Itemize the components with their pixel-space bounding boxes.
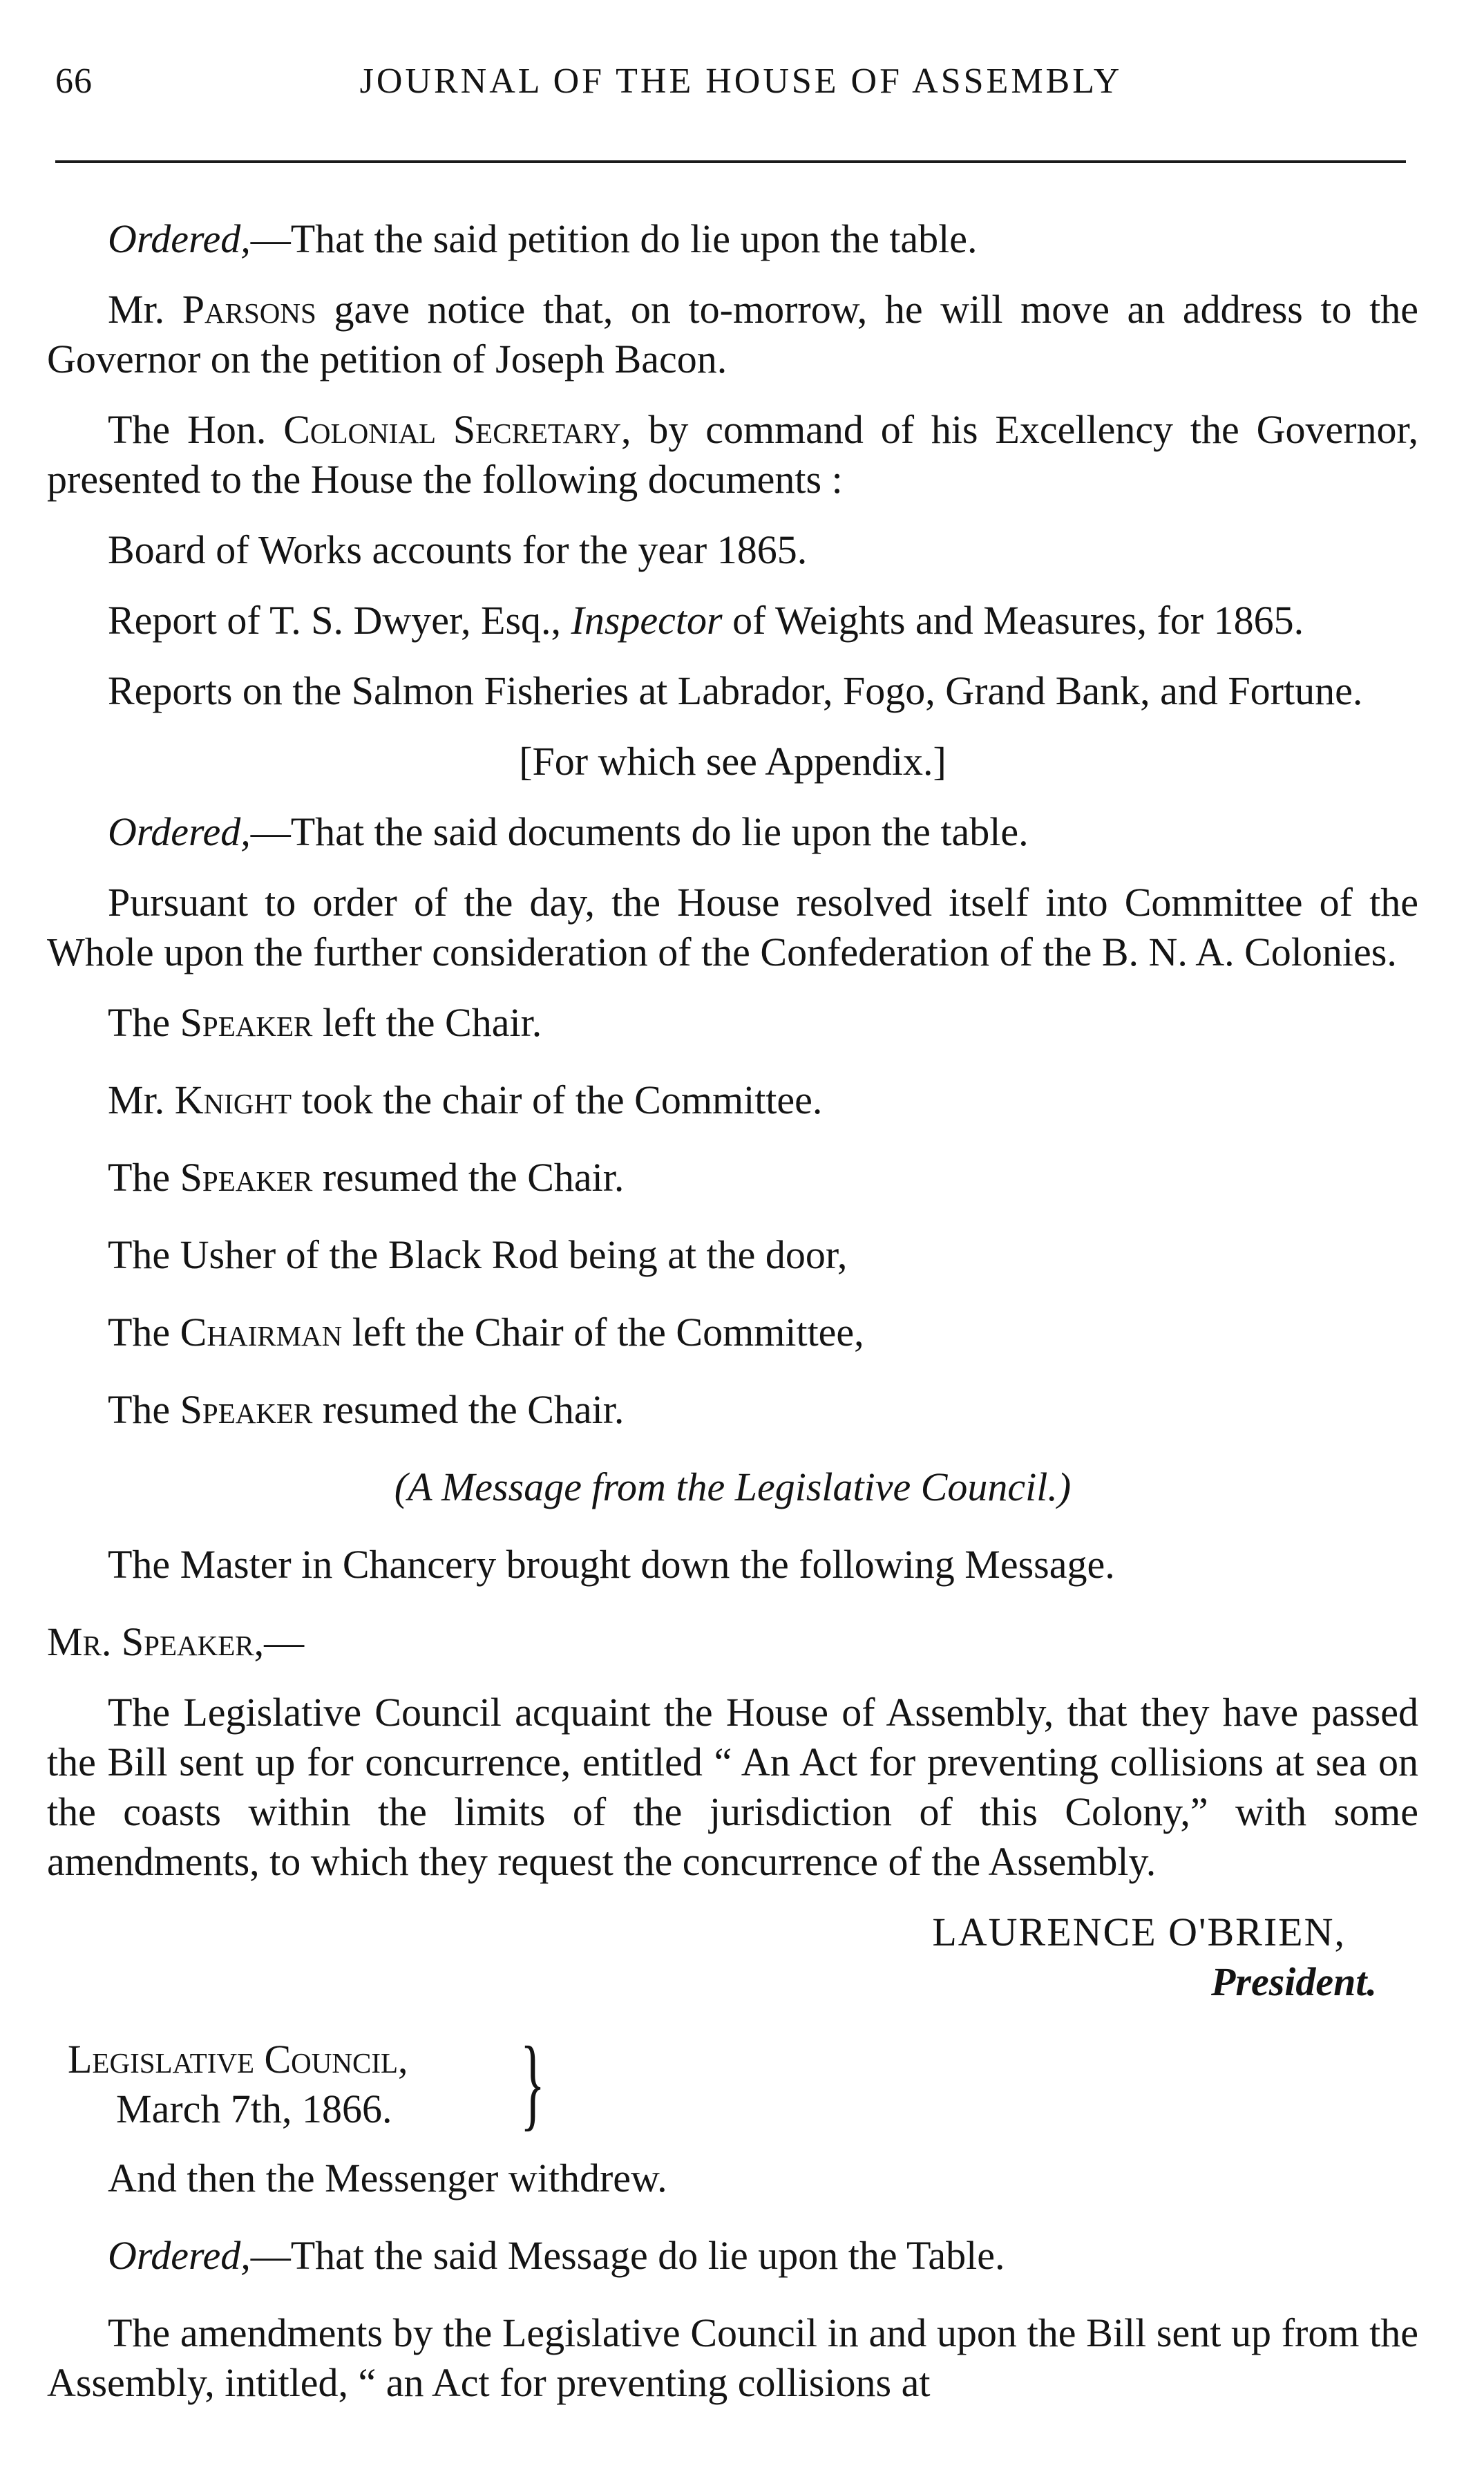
paragraph-knight-chair	[47, 1075, 1418, 1125]
paragraph-text: resumed the Chair.	[312, 1387, 625, 1432]
member-name: Speaker	[180, 1387, 313, 1432]
signatory-name: LAURENCE O'BRIEN,	[932, 1910, 1346, 1954]
appendix-note: [For which see Appendix.]	[519, 739, 946, 784]
paragraph-board-of-works: Board of Works accounts for the year 1865.	[108, 527, 808, 572]
paragraph-text: of Weights and Measures, for 1865.	[722, 598, 1304, 643]
paragraph-chairman-left	[47, 1308, 1418, 1357]
signatory-title: President.	[1210, 1959, 1377, 2004]
member-name: Speaker	[180, 1155, 313, 1200]
dateline-date: March 7th, 1866.	[116, 2086, 392, 2131]
page-header	[55, 61, 1427, 123]
paragraph-parsons-notice	[47, 285, 1418, 384]
paragraph-speaker-resumed-2	[47, 1385, 1418, 1435]
paragraph-ordered-petition	[47, 214, 1418, 264]
ordered-label: Ordered,	[108, 809, 251, 854]
paragraph-ordered-documents	[47, 807, 1418, 857]
paragraph-messenger-withdrew: And then the Messenger withdrew.	[108, 2156, 667, 2200]
italic-title: Inspector	[571, 598, 723, 643]
paragraph-text: resumed the Chair.	[312, 1155, 625, 1200]
paragraph-speaker-left	[47, 998, 1418, 1048]
dateline-council: Legislative Council,	[68, 2037, 408, 2082]
member-name: Colonial Secretary	[283, 407, 622, 452]
member-name: Parsons	[182, 287, 316, 332]
paragraph-text: , by command of his Excellency the Governor, presented to the House the following documents :	[47, 407, 1419, 502]
member-name: Speaker	[180, 1000, 313, 1045]
message-heading: (A Message from the Legislative Council.)	[394, 1464, 1072, 1509]
ordered-label: Ordered,	[108, 2233, 251, 2278]
paragraph-salmon-reports: Reports on the Salmon Fisheries at Labrador, Fogo, Grand Bank, and Fortune.	[108, 668, 1363, 713]
page-body	[47, 214, 1418, 2408]
brace-glyph: }	[520, 2026, 545, 2140]
member-name: Chairman	[180, 1310, 343, 1355]
paragraph-master-chancery: The Master in Chancery brought down the following Message.	[108, 1542, 1115, 1587]
paragraph-prefix: The	[108, 1000, 180, 1045]
paragraph-text: gave notice that, on to-morrow, he will move an address to the Governor on the petition of Joseph Bacon.	[47, 287, 1419, 381]
salutation: Mr. Speaker,—	[47, 1619, 305, 1664]
paragraph-speaker-resumed	[47, 1153, 1418, 1203]
dateline	[47, 2026, 1418, 2140]
paragraph-committee: Pursuant to order of the day, the House resolved itself into Committee of the Whole upon the further consideration of the Confederation of the B. N. A. Colonies.	[47, 880, 1418, 974]
header-rule	[55, 160, 1406, 163]
paragraph-prefix: Mr.	[108, 1077, 175, 1122]
paragraph-text: —That the said Message do lie upon the Table.	[250, 2233, 1005, 2278]
ordered-label: Ordered,	[108, 216, 251, 261]
member-name: Knight	[174, 1077, 292, 1122]
paragraph-amendments: The amendments by the Legislative Council in and upon the Bill sent up from the Assembly, intitled, “ an Act for preventing collisions at	[47, 2310, 1418, 2405]
paragraph-black-rod: The Usher of the Black Rod being at the door,	[108, 1232, 848, 1277]
paragraph-text: left the Chair of the Committee,	[342, 1310, 864, 1355]
paragraph-text: —That the said petition do lie upon the table.	[250, 216, 978, 261]
paragraph-ordered-message	[47, 2231, 1418, 2281]
paragraph-weights-report	[47, 596, 1418, 645]
paragraph-colonial-secretary	[47, 405, 1418, 505]
paragraph-text: left the Chair.	[312, 1000, 542, 1045]
paragraph-prefix: The	[108, 1155, 180, 1200]
paragraph-prefix: The Hon.	[108, 407, 284, 452]
paragraph-prefix: Report of T. S. Dwyer, Esq.,	[108, 598, 571, 643]
paragraph-council-message: The Legislative Council acquaint the House of Assembly, that they have passed the Bill sent up for concurrence, entitled “ An Act for preventing collisions at sea on the coasts within the limits of the jurisdiction of this Colony,” with some amendments, to which they request the concurrence of the Assembly.	[47, 1690, 1418, 1884]
paragraph-prefix: Mr.	[108, 287, 182, 332]
running-head: JOURNAL OF THE HOUSE OF ASSEMBLY	[359, 62, 1123, 101]
paragraph-text: took the chair of the Committee.	[292, 1077, 823, 1122]
paragraph-text: —That the said documents do lie upon the table.	[250, 809, 1029, 854]
page-number: 66	[55, 62, 93, 101]
paragraph-prefix: The	[108, 1387, 180, 1432]
paragraph-prefix: The	[108, 1310, 180, 1355]
